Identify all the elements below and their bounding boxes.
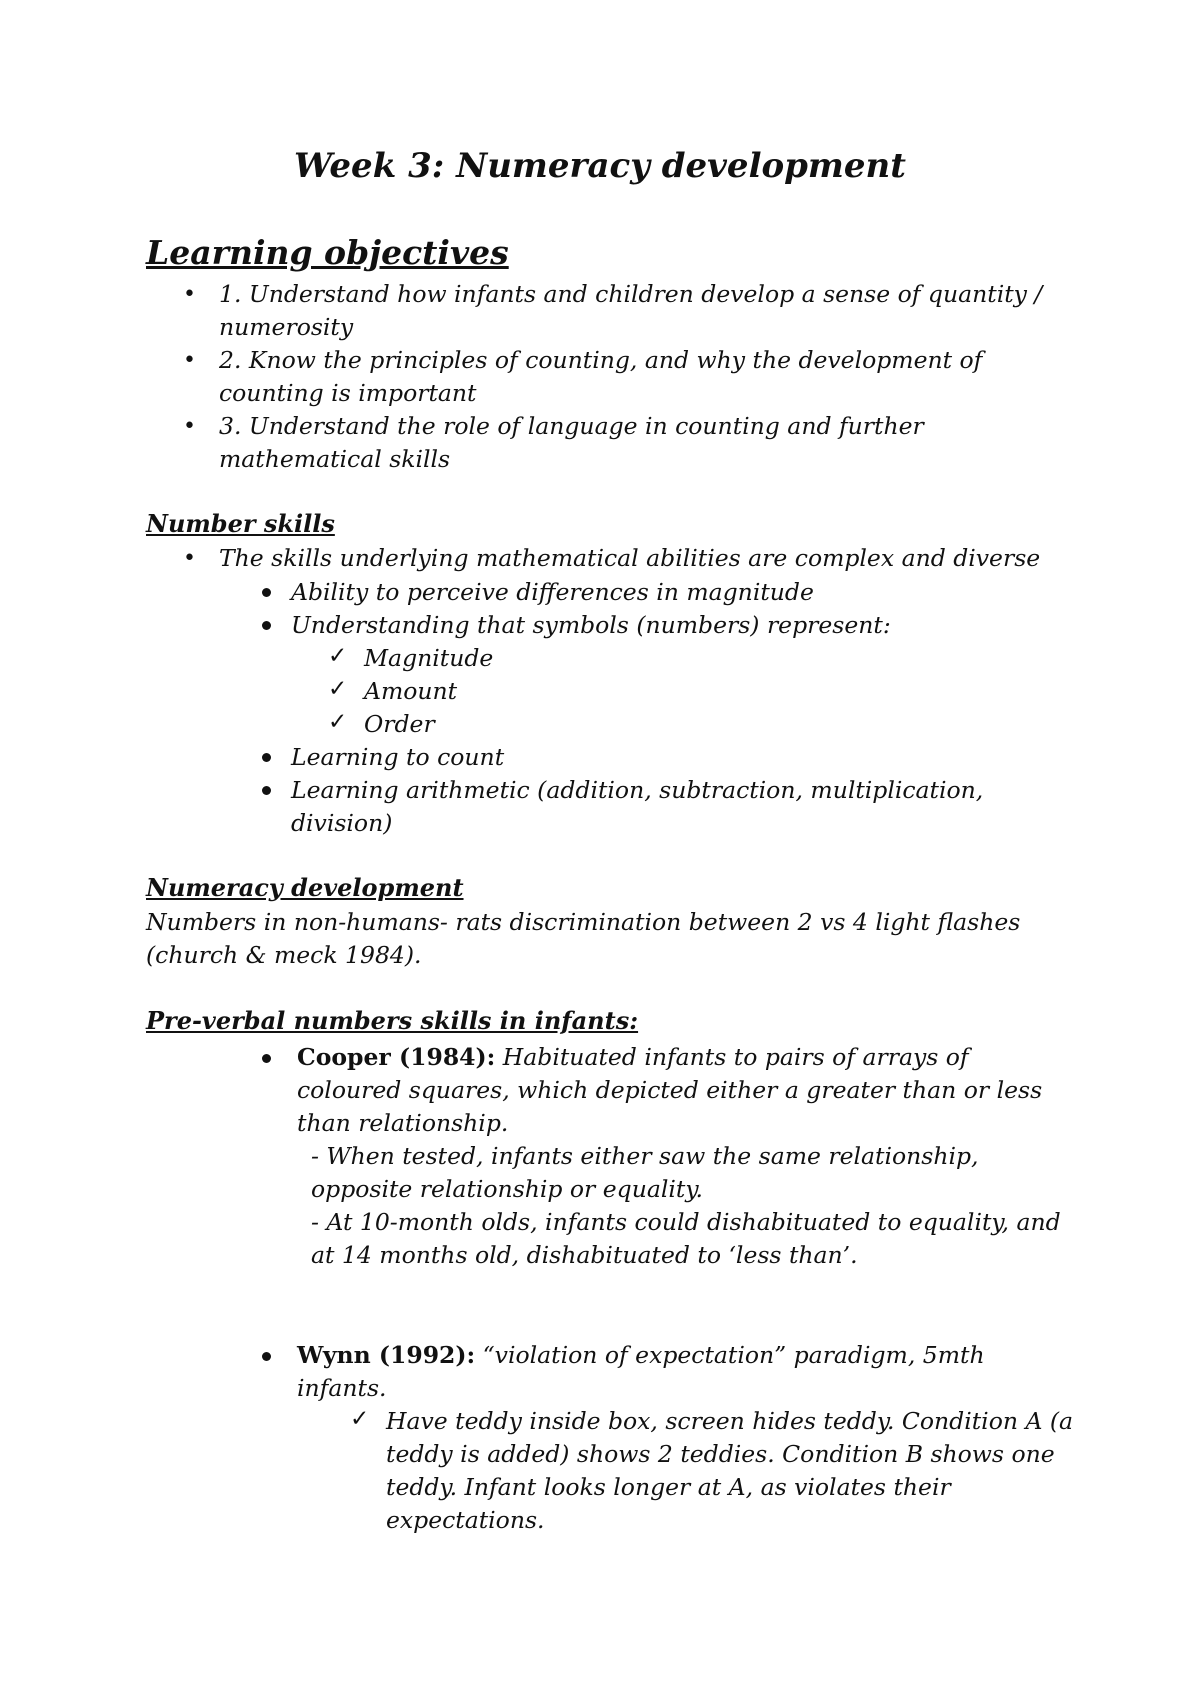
learning-objectives-heading: Learning objectives [146,233,509,272]
page-title: Week 3: Numeracy development [294,146,906,186]
objective-2-line-2: counting is important [219,379,477,407]
wynn-check-line-1: Have teddy inside box, screen hides teddy. Condition A (a [386,1407,1074,1435]
bullet-icon [262,786,271,795]
cooper-dash-1-line-2: opposite relationship or equality. [311,1175,703,1203]
bullet-icon: • [183,546,196,571]
check-item-amount: Amount [364,677,458,705]
checkmark-icon: ✓ [350,1406,370,1432]
wynn-text: “violation of expectation” paradigm, 5mth [475,1341,985,1369]
number-skills-sub-4-line-2: division) [291,809,393,837]
checkmark-icon: ✓ [328,643,348,669]
checkmark-icon: ✓ [328,676,348,702]
number-skills-intro: The skills underlying mathematical abilities are complex and diverse [219,544,1041,572]
objective-3-line-2: mathematical skills [219,445,451,473]
wynn-name: Wynn (1992): [297,1341,476,1369]
cooper-dash-1-line-1: - When tested, infants either saw the same relationship, [311,1142,979,1170]
numeracy-development-line-1: Numbers in non-humans- rats discrimination between 2 vs 4 light flashes [146,908,1021,936]
number-skills-sub-1: Ability to perceive differences in magnitude [291,578,814,606]
cooper-line-3: than relationship. [297,1109,509,1137]
number-skills-sub-2: Understanding that symbols (numbers) represent: [291,611,891,639]
bullet-icon: • [183,348,196,373]
bullet-icon [262,588,271,597]
check-item-magnitude: Magnitude [364,644,494,672]
wynn-check-line-4: expectations. [386,1506,545,1534]
bullet-icon [262,1054,271,1063]
cooper-text: Habituated infants to pairs of arrays of [495,1043,969,1071]
objective-1-line-2: numerosity [219,313,354,341]
cooper-line-1 [297,1043,969,1071]
bullet-icon [262,753,271,762]
cooper-dash-2-line-1: - At 10-month olds, infants could dishabituated to equality, and [311,1208,1061,1236]
wynn-check-line-3: teddy. Infant looks longer at A, as violates their [386,1473,951,1501]
number-skills-sub-3: Learning to count [291,743,505,771]
number-skills-heading: Number skills [146,509,335,538]
objective-1-line-1: 1. Understand how infants and children develop a sense of quantity / [219,280,1043,308]
wynn-line-1 [297,1341,985,1369]
check-item-order: Order [364,710,435,738]
number-skills-sub-4-line-1: Learning arithmetic (addition, subtraction, multiplication, [291,776,984,804]
objective-3-line-1: 3. Understand the role of language in counting and further [219,412,924,440]
bullet-icon: • [183,414,196,439]
bullet-icon [262,621,271,630]
wynn-check-line-2: teddy is added) shows 2 teddies. Condition B shows one [386,1440,1055,1468]
preverbal-heading: Pre-verbal numbers skills in infants: [146,1006,639,1035]
cooper-dash-2-line-2: at 14 months old, dishabituated to ‘less than’. [311,1241,858,1269]
cooper-name: Cooper (1984): [297,1043,496,1071]
bullet-icon [262,1352,271,1361]
checkmark-icon: ✓ [328,709,348,735]
wynn-line-2: infants. [297,1374,387,1402]
numeracy-development-line-2: (church & meck 1984). [146,941,422,969]
numeracy-development-heading: Numeracy development [146,873,464,902]
objective-2-line-1: 2. Know the principles of counting, and why the development of [219,346,983,374]
bullet-icon: • [183,282,196,307]
cooper-line-2: coloured squares, which depicted either a greater than or less [297,1076,1043,1104]
